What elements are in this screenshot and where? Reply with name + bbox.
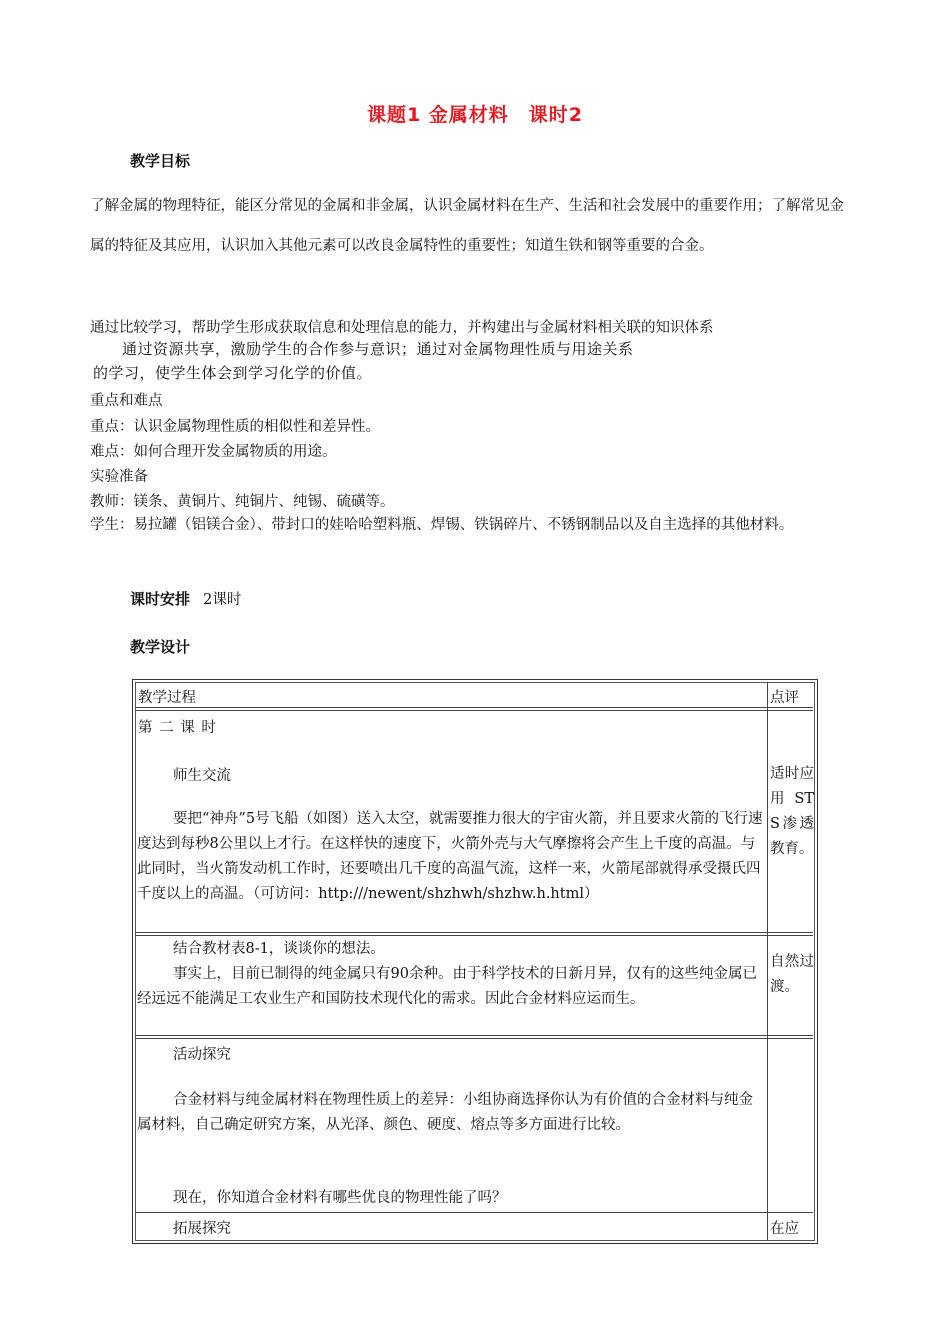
column-divider xyxy=(767,682,768,1240)
row3-subtitle: 活动探究 xyxy=(173,1047,231,1063)
objectives-paragraph-3-line-1: 通过资源共享，激励学生的合作参与意识；通过对金属物理性质与用途关系 xyxy=(122,340,634,358)
objectives-heading: 教学目标 xyxy=(130,152,191,170)
schedule-heading: 课时安排 xyxy=(130,590,191,608)
row1-comment: 适时应用STS渗透教育。 xyxy=(770,766,814,857)
row1-subtitle: 师生交流 xyxy=(173,768,231,784)
design-heading: 教学设计 xyxy=(130,638,191,656)
difficulty-text: 难点：如何合理开发金属物质的用途。 xyxy=(90,444,337,460)
experiment-teacher: 教师：镁条、黄铜片、纯铜片、纯锡、硫磺等。 xyxy=(90,494,395,510)
key-point-text: 重点：认识金属物理性质的相似性和差异性。 xyxy=(90,419,380,435)
row4-comment: 在应 xyxy=(770,1221,799,1237)
schedule-line xyxy=(130,588,241,609)
row-divider xyxy=(135,1212,813,1213)
table-header-process: 教学过程 xyxy=(138,690,196,706)
row-divider xyxy=(135,1035,813,1039)
row3-question: 现在，你知道合金材料有哪些优良的物理性能了吗？ xyxy=(173,1190,507,1206)
row2-comment: 自然过渡。 xyxy=(770,954,814,995)
page-title: 课题1 金属材料 课时2 xyxy=(366,104,584,126)
row-divider xyxy=(135,932,813,936)
objectives-paragraph-3-line-2: 的学习，使学生体会到学习化学的价值。 xyxy=(93,364,373,382)
objectives-paragraph-1: 了解金属的物理特征，能区分常见的金属和非金属，认识金属材料在生产、生活和社会发展中的重要作用；了解常见金属的特征及其应用，认识加入其他元素可以改良金属特性的重要性；知道生铁和钢等重要的合金。 xyxy=(90,198,844,254)
key-points-heading: 重点和难点 xyxy=(90,393,163,409)
table-header-comment: 点评 xyxy=(770,690,799,706)
row2-line-1: 结合教材表8-1，谈谈你的想法。 xyxy=(173,941,385,957)
lesson-label: 第 二 课 时 xyxy=(138,720,217,736)
experiment-student: 学生：易拉罐（铝镁合金）、带封口的娃哈哈塑料瓶、焊锡、铁锅碎片、不锈钢制品以及自主选择的其他材料。 xyxy=(90,517,794,533)
schedule-value: 2课时 xyxy=(203,592,242,608)
row2-line-2: 事实上，目前已制得的纯金属只有90余种。由于科学技术的日新月异，仅有的这些纯金属已经远远不能满足工农业生产和国防技术现代化的需求。因此合金材料应运而生。 xyxy=(137,966,757,1007)
row1-text: 要把“神舟”5号飞船（如图）送入太空，就需要推力很大的宇宙火箭，并且要求火箭的飞行速度达到每秒8公里以上才行。在这样快的速度下，火箭外壳与大气摩擦将会产生上千度的高温。与此同时，当火箭发动机工作时，还要喷出几千度的高温气流，这样一来，火箭尾部就得承受摄氏四千度以上的高温。（可访问：http:///newent/shzhwh/shzhw.h.html） xyxy=(137,811,763,902)
row4-subtitle: 拓展探究 xyxy=(173,1221,231,1237)
objectives-paragraph-2: 通过比较学习，帮助学生形成获取信息和处理信息的能力，并构建出与金属材料相关联的知识体系 xyxy=(90,320,714,336)
row3-text: 合金材料与纯金属材料在物理性质上的差异：小组协商选择你认为有价值的合金材料与纯金属材料，自己确定研究方案，从光泽、颜色、硬度、熔点等多方面进行比较。 xyxy=(137,1092,753,1133)
row-divider xyxy=(135,707,813,711)
experiment-heading: 实验准备 xyxy=(90,469,148,485)
